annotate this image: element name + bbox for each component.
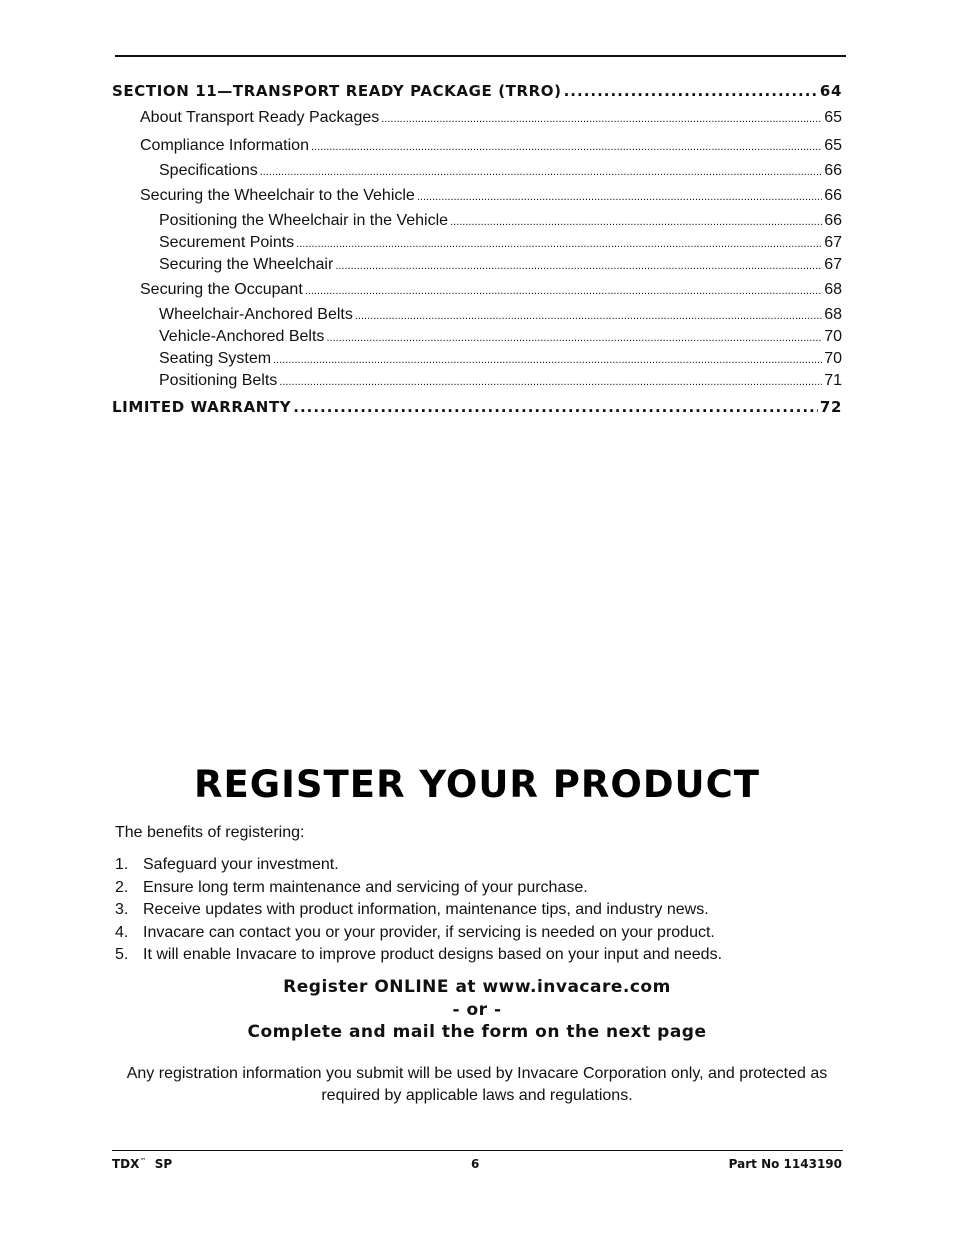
toc-dot-leader (564, 78, 818, 104)
footer-model: SP (154, 1157, 173, 1171)
toc-dot-leader (326, 327, 822, 349)
toc-entry (112, 254, 842, 276)
toc-entry-title: Positioning the Wheelchair in the Vehicle (159, 212, 449, 229)
toc-dot-leader (335, 255, 822, 277)
toc-entry-title: About Transport Ready Packages (140, 109, 380, 126)
list-item-number: 1. (115, 856, 129, 873)
list-item (115, 944, 722, 967)
toc-dot-leader (296, 233, 822, 255)
list-item-number: 5. (115, 946, 129, 963)
footer-part-number: Part No 1143190 (728, 1157, 842, 1171)
toc-entry-title: Securing the Wheelchair (159, 256, 334, 273)
privacy-notice: Any registration information you submit will be used by Invacare Corporation only, and protected as required by applicable laws and regulations. (126, 1065, 828, 1104)
list-item (115, 899, 722, 922)
list-item-text: Receive updates with product information, maintenance tips, and industry news. (143, 901, 709, 918)
mail-form-line: Complete and mail the form on the next page (247, 1022, 707, 1042)
toc-dot-leader (260, 161, 822, 183)
toc-entry-title: Vehicle-Anchored Belts (159, 328, 325, 345)
toc-entry-title: Specifications (159, 162, 258, 179)
toc-entry-page: 68 (824, 306, 842, 323)
list-item-number: 2. (115, 878, 129, 896)
toc-entry-page: 71 (824, 372, 842, 389)
footer-page-number: 6 (471, 1157, 480, 1171)
list-item (115, 854, 722, 877)
toc-entry (112, 160, 842, 182)
toc-dot-leader (273, 349, 822, 371)
list-item-text: Invacare can contact you or your provider, if servicing is needed on your product. (143, 923, 715, 941)
toc-entry (112, 276, 842, 304)
toc-entry (112, 78, 842, 104)
toc-entry-page: 70 (824, 328, 842, 345)
toc-entry (112, 394, 842, 420)
toc-dot-leader (417, 183, 822, 211)
toc-dot-leader (311, 133, 822, 161)
toc-dot-leader (305, 277, 822, 305)
toc-entry-page: 65 (824, 109, 842, 126)
toc-entry (112, 232, 842, 254)
footer-product-name: TDX (112, 1157, 140, 1171)
toc-entry-title: LIMITED WARRANTY (112, 398, 292, 416)
footer-product (112, 1157, 172, 1171)
toc-entry (112, 104, 842, 132)
toc-entry (112, 210, 842, 232)
toc-entry-page: 66 (824, 212, 842, 229)
toc-entry-page: 70 (824, 350, 842, 367)
list-item-text: Ensure long term maintenance and servicing of your purchase. (143, 878, 588, 896)
toc-entry-title: Securement Points (159, 234, 295, 251)
toc-entry-page: 67 (824, 234, 842, 251)
toc-entry-page: 67 (824, 256, 842, 273)
list-item-number: 4. (115, 923, 129, 941)
toc-entry-title: Compliance Information (140, 137, 309, 154)
toc-entry-page: 66 (824, 187, 842, 204)
list-item-text: It will enable Invacare to improve product designs based on your input and needs. (143, 946, 723, 963)
toc-dot-leader (381, 105, 822, 133)
toc-entry-title: Positioning Belts (159, 372, 278, 389)
register-title: REGISTER YOUR PRODUCT (194, 763, 760, 806)
toc-dot-leader (279, 371, 822, 393)
toc-entry-title: Wheelchair-Anchored Belts (159, 306, 353, 323)
table-of-contents (112, 78, 842, 420)
or-separator: - or - (452, 1000, 502, 1020)
list-item (115, 922, 722, 945)
toc-dot-leader (355, 305, 822, 327)
toc-entry (112, 182, 842, 210)
toc-entry-page: 66 (824, 162, 842, 179)
toc-entry-page: 72 (819, 398, 842, 416)
toc-entry-page: 65 (824, 137, 842, 154)
toc-dot-leader (450, 211, 822, 233)
list-item-text: Safeguard your investment. (143, 856, 339, 873)
toc-entry-title: SECTION 11—TRANSPORT READY PACKAGE (TRRO) (112, 82, 562, 100)
toc-entry-title: Securing the Wheelchair to the Vehicle (140, 187, 415, 204)
register-online-line: Register ONLINE at www.invacare.com (283, 977, 671, 997)
toc-entry-page: 64 (819, 82, 842, 100)
toc-entry (112, 348, 842, 370)
trademark-symbol: ™ (139, 1157, 147, 1165)
toc-entry-page: 68 (824, 281, 842, 298)
toc-entry (112, 304, 842, 326)
list-item (115, 877, 722, 900)
benefits-list (115, 854, 722, 967)
list-item-number: 3. (115, 901, 129, 918)
toc-dot-leader (293, 394, 818, 420)
toc-entry-title: Seating System (159, 350, 272, 367)
benefits-intro: The benefits of registering: (115, 824, 305, 841)
toc-entry-title: Securing the Occupant (140, 281, 303, 298)
toc-entry (112, 370, 842, 392)
toc-entry (112, 132, 842, 160)
top-rule (115, 55, 846, 57)
toc-entry (112, 326, 842, 348)
bottom-rule (112, 1150, 843, 1151)
